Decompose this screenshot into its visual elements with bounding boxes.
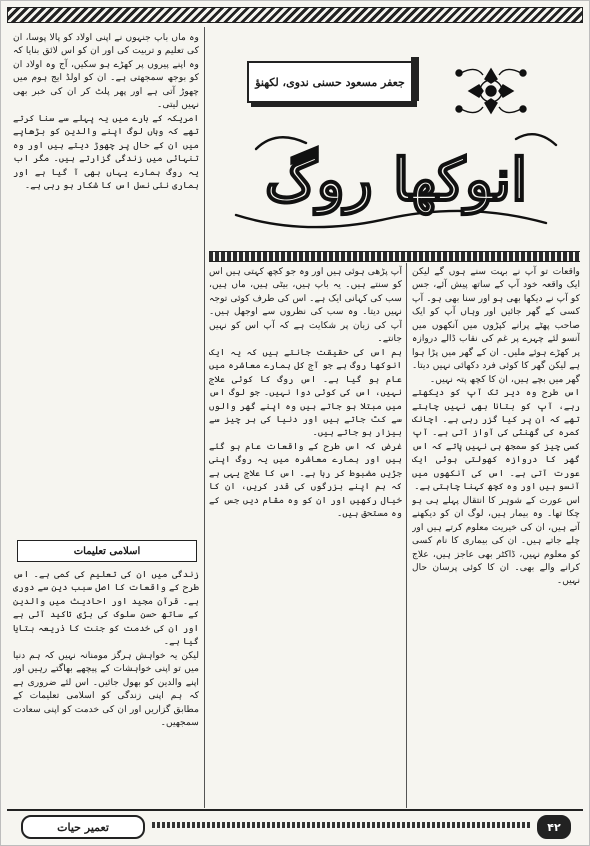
column-rule bbox=[204, 27, 205, 808]
text-column-left-lower bbox=[13, 568, 199, 806]
author-byline: جعفر مسعود حسنی ندوی، لکھنؤ bbox=[247, 61, 413, 103]
paragraph: واقعات تو آپ نے بہت سنے ہوں گے لیکن ایک واقعہ خود آپ کے ساتھ پیش آئے، جس کو آپ نے دیکھا بھی ہو اور سنا بھی ہو۔ آپ کسی کے گھر جائیں اور وہاں آپ کو ایک صاحب پھٹے پرانے کپڑوں میں آنکھوں میں آنسو لئے چہرے پر غم کی نقاب ڈالے دروازہ پر کھڑے ہوئے ملیں۔ ان کے گھر میں پڑا ہوا ہے لیکن گھر کا کوئی فرد دکھائی نہیں دیتا۔ گھر میں بچے ہیں، ان کا کچھ پتہ نہیں۔ bbox=[412, 266, 580, 385]
floral-ornament-icon bbox=[441, 61, 541, 121]
paragraph: اس طرح وہ دیر تک آپ کو دیکھتے رہے، آپ کو بتانا بھی نہیں چاہتے تھے کہ ان پر کیا گزر رہی ہے۔ اچانک کمرہ کی گھنٹی کی آواز آتی ہے۔ آپ کسی چیز کو سمجھ ہی نہیں پاتے کہ اس گھر کا دروازہ کھولتی ہوئی ایک عورت آتی ہے۔ اس کی آنکھوں میں آنسو ہیں اور وہ کچھ کہنا چاہتی ہے۔ bbox=[412, 387, 580, 493]
article-title-area bbox=[216, 119, 576, 241]
paragraph: لیکن یہ خواہش ہرگز مومنانہ نہیں کہ ہم دنیا میں تو اپنی خواہشات کے پیچھے بھاگتے رہیں اور اپنے والدین کو بھول جائیں۔ اس لئے ضروری ہے کہ ہم اپنی زندگی کو اسلامی تعلیمات کے مطابق گزاریں اور ان کی خدمت کو اپنی سعادت سمجھیں۔ bbox=[13, 649, 199, 728]
paragraph: اس عورت کے شوہر کا انتقال پہلے ہی ہو چکا تھا۔ وہ بیمار ہیں، لوگ ان کو دیکھنے آتے ہیں، ان کی خیریت معلوم کرتے ہیں اور چلے جاتے ہیں۔ ان کی بیماری کا نام کسی کو معلوم نہیں، ڈاکٹر بھی عاجز ہیں، علاج کرانے والے بھی۔ ان کا کوئی پرسان حال نہیں۔ bbox=[412, 494, 580, 587]
paragraph: امریکہ کے بارے میں یہ پہلے سے سنا کرتے تھے کہ وہاں لوگ اپنے والدین کو بڑھاپے میں ان کے حال پر چھوڑ دیتے ہیں اور وہ تنہائی میں زندگی گزارتے ہیں۔ مگر اب یہ روگ ہمارے یہاں بھی آ گیا ہے اور ہماری نئی نسل اس کا شکار ہو رہی ہے۔ bbox=[13, 112, 199, 191]
magazine-logo: تعمیر حیات bbox=[21, 815, 145, 839]
paragraph: آپ پڑھی ہوئی ہیں اور وہ جو کچھ کہتی ہیں اس کو سنتے ہیں۔ یہ باپ ہیں، بیٹی ہیں، ماں ہیں، سب کی کہانی ایک ہے۔ اس کی طرف کوئی توجہ نہیں دیتا۔ وہ سب کی نظروں سے اوجھل ہیں۔ آپ کی زبان پر شکایت ہے کہ آپ اس کو نہیں جانتے۔ bbox=[209, 266, 402, 345]
footer-ornament bbox=[152, 822, 531, 828]
text-column-left bbox=[13, 31, 199, 531]
paragraph: زندگی میں ان کی تعلیم کی کمی ہے۔ اس طرح کے واقعات کا اصل سبب دین سے دوری ہے۔ قرآن مجید اور احادیث میں والدین کے ساتھ حسن سلوک کی بڑی تاکید آئی ہے اور ان کی خدمت کو جنت کا ذریعہ بتایا گیا ہے۔ bbox=[13, 569, 199, 648]
text-column-right bbox=[412, 265, 580, 805]
section-heading: اسلامی تعلیمات bbox=[17, 540, 197, 562]
paragraph: غرض کہ اس طرح کے واقعات عام ہو گئے ہیں اور ہمارے معاشرہ میں یہ روگ اپنی جڑیں مضبوط کر رہا ہے۔ اس کا علاج یہی ہے کہ ہم اپنے بزرگوں کی قدر کریں، ان کا خیال رکھیں اور ان کو وہ مقام دیں جس کے وہ مستحق ہیں۔ bbox=[209, 440, 402, 520]
article-title: انوکھا روگ bbox=[264, 146, 528, 214]
paragraph: ہم اس کی حقیقت جانتے ہیں کہ یہ ایک انوکھا روگ ہے جو آج کل ہمارے معاشرہ میں عام ہو گیا ہے۔ اس روگ کا کوئی علاج نہیں، اس کی کوئی دوا نہیں۔ جو لوگ اس میں مبتلا ہو جاتے ہیں وہ اپنے گھر والوں سے کٹ جاتے ہیں اور دنیا کی ہر چیز سے بیزار ہو جاتے ہیں۔ bbox=[209, 346, 402, 439]
top-border-ornament bbox=[7, 7, 583, 23]
paragraph: وہ ماں باپ جنہوں نے اپنی اولاد کو پالا پوسا، ان کی تعلیم و تربیت کی اور ان کو اس لائق بنایا کہ وہ اپنے پیروں پر کھڑے ہو سکیں، آج وہ اولاد ان کو بوجھ سمجھتی ہے۔ ان کو اولڈ ایج ہوم میں چھوڑ آتی ہے اور پھر پلٹ کر ان کی خبر بھی نہیں لیتی۔ bbox=[13, 32, 199, 111]
page-footer bbox=[7, 809, 583, 839]
page-number: ۴۲ bbox=[537, 815, 571, 839]
text-column-middle bbox=[209, 265, 402, 805]
title-divider-band bbox=[209, 251, 580, 262]
column-rule bbox=[406, 263, 407, 808]
